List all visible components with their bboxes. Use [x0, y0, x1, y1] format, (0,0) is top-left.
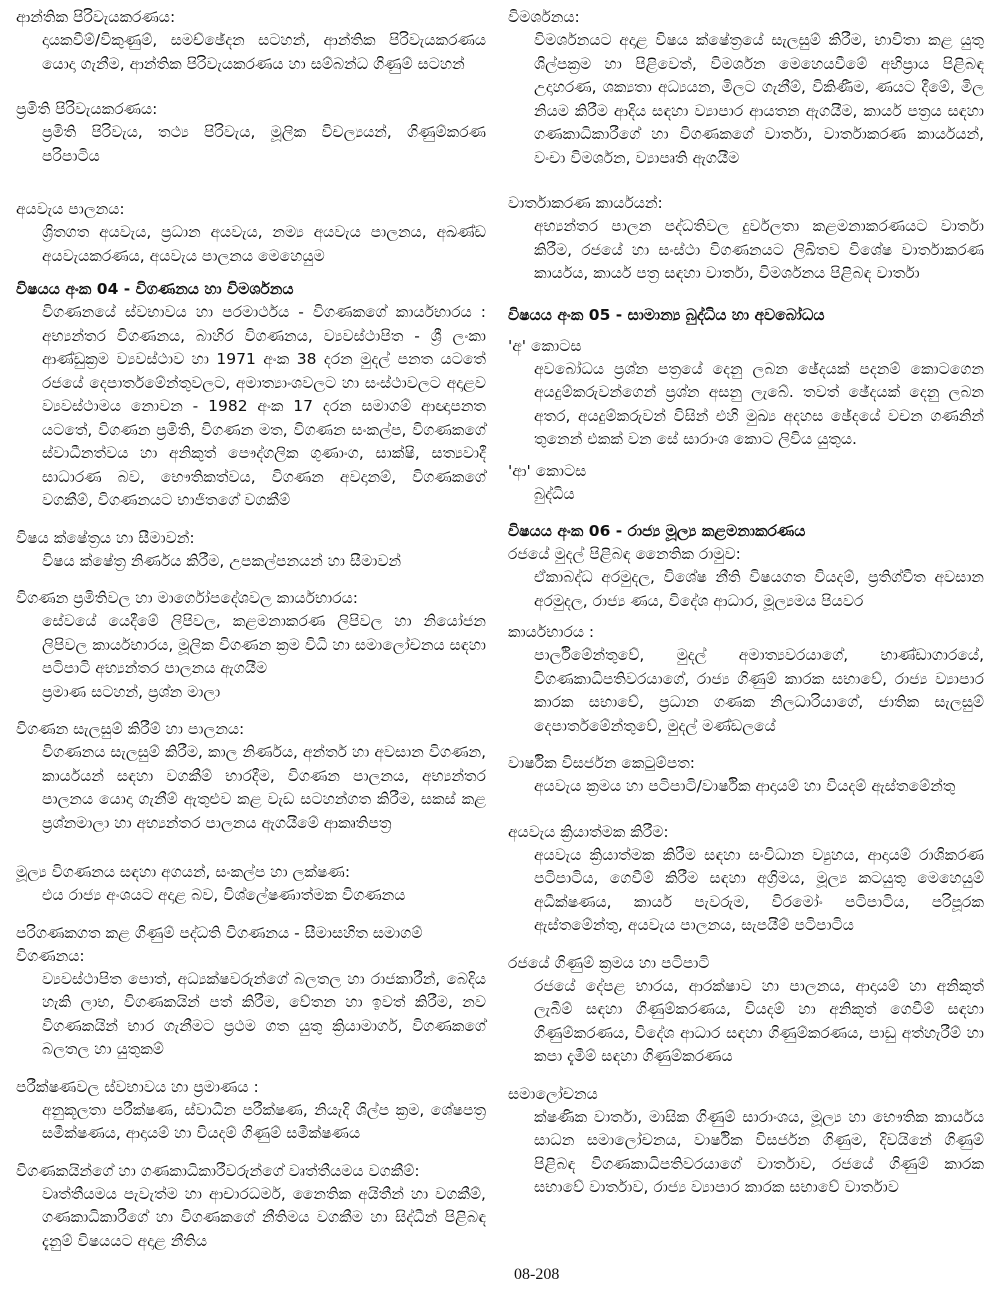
section	[16, 718, 486, 835]
paragraph: අයවැය ක්‍රියාත්මක කිරීම සඳහා සංවිධාන ව්‍යුහය, ආදායම් රාශිකරණ පටිපාටිය, ගෙවීම් කිරීම සඳහා අග්‍රිමය, මූල්‍ය කටයුතු මෙහෙයුම් අධීක්ෂණය, කාර්ය පැවරුම, විරමෝං පටිපාටිය, පරිපූරක ඇස්තමේන්තු, අයවැය පාලනය, සැපයීම් පටිපාටිය	[534, 845, 984, 934]
section-heading: විගණකයින්ගේ හා ගණකාධිකාරීවරුන්ගේ වෘත්තීයමය වගකීම්:	[16, 1161, 420, 1180]
section-body	[42, 1183, 486, 1254]
section	[508, 752, 984, 799]
section-heading: වාර්තාකරණ කාර්යයන්:	[508, 194, 663, 212]
paragraph: විගණනය සැලසුම් කිරීම, කාල නිර්ණය, අන්තර් හා අවසාන විගණන, කාර්යයන් සඳහා වගකීම් භාරදීම, විගණන පාලනය, අභ්‍යන්තර පාලනය යොදා ගැනීම් ඇතුළුව කළ වැඩ සටහන්ගත කිරීම, සකස් කළ ප්‍රශ්නමාලා හා අභ්‍යන්තර පාලනය ඇගයීමේ ආකෘතිපත්‍ර	[42, 743, 486, 832]
paragraph: දායකවීම්/විකුණුම්, සමච්ඡේදන සටහන්, ආන්තික පිරිවැයකරණය යොදා ගැනීම, ආන්තික පිරිවැයකරණය හා සම්බන්ධ ගිණුම් සටහන්	[42, 31, 486, 73]
section	[508, 821, 984, 938]
section	[508, 1083, 984, 1200]
section	[16, 1076, 486, 1146]
section	[508, 6, 984, 170]
section	[16, 1160, 486, 1254]
section-heading: විමර්ශනය:	[508, 8, 580, 26]
section	[16, 861, 486, 908]
paragraph: අනුකූලතා පරීක්ෂණ, ස්වාධීන පරීක්ෂණ, නියැදි ශිල්ප ක්‍රම, ශේෂපත්‍ර සමීක්ෂණය, ආදායම් හා වියදම් ගිණුම් සමීක්ෂණය	[42, 1100, 486, 1142]
section	[16, 278, 486, 513]
section-body	[42, 221, 486, 268]
section-heading: 'අ' කොටස	[508, 336, 582, 355]
paragraph: විගණනයේ ස්වභාවය හා පරමාර්ථය - විගණකගේ කාර්යභාරය : අභ්‍යන්තර විගණනය, බාහිර විගණනය, ව්‍යවස්ථාපිත - ශ්‍රී ලංකා ආණ්ඩුක්‍රම ව්‍යවස්ථාව හා 1971 අංක 38 දරන මුදල් පනත යටතේ රජයේ දෙපාර්තමේන්තුවලට, අමාත්‍යාංශවලට හා සංස්ථාවලට අදාළව ව්‍යවස්ථාමය නොවන - 1982 අංක 17 දරන සමාගම් ආඥාපනත යටතේ, විගණන ප්‍රමිති, විගණන මත, විගණන සංකල්ප, විගණකගේ ස්වාධීනත්වය හා අනිකුත් පෞද්ගලික ගුණාංග, සාක්ෂි, සත්‍යවාදී සාධාරණ බව, භෞතිකත්වය, විගණන අවදානම්, විගණකගේ වගකීම්, විගණනයට භාජිතගේ වගකීම්	[42, 303, 486, 509]
section-heading: විගණන ප්‍රමිතිවල හා මාර්ගෝපදේශවල කාර්යභාරය:	[16, 589, 358, 607]
section	[16, 587, 486, 704]
paragraph: අවබෝධය ප්‍රශ්න පත්‍රයේ දෙනු ලබන ඡේදයක් පදනම් කොටගෙන අයදුම්කරුවන්ගෙන් ප්‍රශ්න අසනු ලැබේ. තවත් ඡේදයක් දෙනු ලබන අතර, අයදුම්කරුවන් විසින් එහි මුඛ්‍ය අදහස ඡේදයේ වචන ගණනින් තුනෙන් එකක් වන සේ සාරාංශ කොට ලිවිය යුතුය.	[534, 359, 984, 448]
section-body	[534, 975, 984, 1069]
section-heading: ආන්තික පිරිවැයකරණය:	[16, 8, 176, 26]
section-body	[42, 884, 486, 908]
section-body	[534, 215, 984, 286]
section-heading: අයවැය පාලනය:	[16, 200, 125, 218]
section-heading: විෂය ක්ෂේත්‍රය හා සීමාවන්:	[16, 528, 195, 547]
paragraph: වෘත්තීයමය පැවැත්ම හා ආචාරධර්ම, නෛතික අයිතීන් හා වගකීම්, ගණකාධිකාරීගේ හා විගණකගේ නීතිමය වගකීම හා සිද්ධීන් පිළිබඳ දැනුම් විෂයයට අදාළ නීතිය	[42, 1184, 486, 1250]
page-number: 08-208	[514, 1266, 560, 1283]
section-heading: විගණන සැලසුම් කිරීම් හා පාලනය:	[16, 720, 245, 738]
section-body	[42, 301, 486, 513]
section	[508, 335, 984, 452]
paragraph: සේවයේ යෙදීමේ ලිපිවල, කළමනාකරණ ලිපිවල හා නියෝජන ලිපිවල කාර්යභාරය, මූලික විගණන ක්‍රම විධි හා සමාලෝචනය සඳහා පටිපාටි අභ්‍යන්තර පාලනය ඇගයීම	[42, 612, 486, 677]
section-heading: මූල්‍ය විගණනය සඳහා අගයන්, සංකල්ප හා ලක්ෂණ:	[16, 863, 351, 881]
section-body	[534, 775, 984, 799]
section	[16, 98, 486, 168]
paragraph: බුද්ධිය	[534, 484, 575, 503]
section-heading: වාර්ෂික විසර්ජන කෙටුම්පත:	[508, 754, 696, 772]
section-heading: 'ආ' කොටස	[508, 461, 587, 480]
paragraph: විෂය ක්ෂේත්‍ර නිර්ණය කිරීම, උපකල්පනයන් හා සීමාවන්	[42, 551, 402, 570]
section	[508, 192, 984, 286]
section-body	[534, 1106, 984, 1200]
left-column	[16, 6, 486, 1267]
section-heading: පරීක්ෂණවල ස්වභාවය හා ප්‍රමාණය :	[16, 1077, 259, 1096]
paragraph: එය රාජ්‍ය අංශයට අදාළ බව, විශ්ලේෂණාත්මක විගණනය	[42, 886, 406, 904]
paragraph: විමර්ශනයට අදාළ විෂය ක්ෂේත්‍රයේ සැලසුම් කිරීම, භාවිතා කළ යුතු ශිල්පක්‍රම හා පිළිවෙත්, විමර්ශන මෙහෙයවීමේ අභිප්‍රාය පිළිබඳ උදාහරණ, ශක්‍යතා අධ්‍යයන, මිලට ගැනීම්, විකිණීම, ණයට දීමේ, මිල නියම කිරීම ආදිය සඳහා ව්‍යාපාර ආයතන ඇගයීම, කාර්ය පත්‍රය සඳහා ගණකාධිකාරීගේ හා විගණකගේ වාර්තා, වාර්තාකරණ කාර්යයන්, වංචා විමර්ශන, ව්‍යාපෘති ඇගයීම	[534, 31, 984, 167]
section	[16, 6, 486, 76]
section	[16, 922, 486, 1062]
section-body	[42, 121, 486, 168]
section-body	[534, 358, 984, 452]
subject-heading: විෂයය අංක 05 - සාමාන්‍ය බුද්ධිය හා අවබෝධය	[508, 305, 825, 324]
paragraph: ව්‍යවස්ථාපිත පොත්, අධ්‍යක්ෂවරුන්ගේ බලතල හා රාජකාරීන්, බෙදිය හැකි ලාභ, විගණකයින් පත් කිරීම, වේතන හා ඉවත් කිරීම, නව විගණකයින් භාර ගැනීමට ප්‍රථම ගත යුතු ක්‍රියාමාර්ග, විගණකගේ බලතල හා යුතුකම්	[42, 969, 486, 1058]
section-heading: රජයේ ගිණුම් ක්‍රමය හා පටිපාටි	[508, 953, 710, 972]
section	[508, 520, 984, 543]
section	[508, 460, 984, 507]
section-heading: අයවැය ක්‍රියාත්මක කිරීම:	[508, 822, 669, 841]
section-body	[42, 741, 486, 835]
right-column	[508, 6, 984, 1214]
section-heading: පරිගණකගත කළ ගිණුම් පද්ධති විගණනය - සීමාසහිත සමාගම් විගණනය:	[16, 923, 423, 965]
section-body	[534, 483, 984, 507]
section-body	[42, 550, 486, 574]
paragraph: ප්‍රමාණ සටහන්, ප්‍රශ්න මාලා	[42, 682, 221, 701]
section-body	[42, 610, 486, 704]
paragraph: ශ්‍රිතගත අයවැය, ප්‍රධාන අයවැය, නම්‍ය අයවැය පාලනය, අඛණ්ඩ අයවැයකරණය, අයවැය පාලනය මෙහෙයුම	[42, 223, 486, 265]
section-body	[42, 1099, 486, 1146]
section	[508, 952, 984, 1069]
subject-heading: විෂයය අංක 06 - රාජ්‍ය මූල්‍ය කළමනාකරණය	[508, 522, 806, 540]
subject-heading: විෂයය අංක 04 - විගණනය හා විමර්ශනය	[16, 280, 294, 298]
section-body	[42, 968, 486, 1062]
section-heading: කාර්යභාරය :	[508, 623, 595, 641]
section-heading: රජයේ මුදල් පිළිබඳ නෛතික රාමුව:	[508, 545, 741, 563]
paragraph: පාර්ලිමේන්තුවේ, මුදල් අමාත්‍යවරයාගේ, භාණ්ඩාගාරයේ, විගණකාධිපතිවරයාගේ, රාජ්‍ය ගිණුම් කාරක සභාවේ, රාජ්‍ය ව්‍යාපාර කාරක සභාවේ, ප්‍රධාන ගණක නිලධාරියාගේ, ජාතික සැලසුම් දෙපාර්තමේන්තුවේ, මුදල් මණ්ඩලයේ	[534, 646, 984, 735]
section-body	[534, 644, 984, 738]
section	[508, 304, 984, 327]
section-heading: සමාලෝචනය	[508, 1084, 598, 1103]
paragraph: ඒකාබද්ධ අරමුදල, විශේෂ නීති විෂයගත වියදම්, ප්‍රතිග්වීත අවසාන අරමුදල, රාජ්‍ය ණය, විදේශ ආධාර, මූල්‍යමය පියවර	[534, 568, 984, 610]
paragraph: අයවැය ක්‍රමය හා පටිපාටි/වාර්ෂික ආදායම් හා වියදම් ඇස්තමේන්තු	[534, 777, 956, 795]
section	[16, 198, 486, 268]
section-body	[42, 29, 486, 76]
paragraph: ක්ෂණික වාර්තා, මාසික ගිණුම් සාරාංශය, මූල්‍ය හා භෞතික කාර්යය සාධන සමාලෝචනය, වාර්ෂික විසර්ජන ගිණුම, දිවයිනේ ගිණුම් පිළිබඳ විගණකාධිපතිවරයාගේ වාර්තාව, රජයේ ගිණුම් කාරක සභාවේ වාර්තාව, රාජ්‍ය ව්‍යාපාර කාරක සභාවේ වාර්තාව	[534, 1107, 984, 1196]
paragraph: රජයේ දේපළ භාරය, ආරක්ෂාව හා පාලනය, ආදායම් හා අනිකුත් ලැබීම් සඳහා ගිණුම්කරණය, වියදම් හා අනිකුත් ගෙවීම් සඳහා ගිණුම්කරණය, විදේශ ආධාර සඳහා ගිණුම්කරණය, පාඩු අත්හැරීම් හා කපා දැමීම් සඳහා ගිණුම්කරණය	[534, 976, 984, 1065]
section	[508, 621, 984, 738]
paragraph: අභ්‍යන්තර පාලන පද්ධතිවල දුර්වලතා කළමනාකරණයට වාර්තා කිරීම, රජයේ හා සංස්ථා විගණනයට ලිඛිතව විශේෂ වාර්තාකරණ කාර්යය, කාර්ය පත්‍ර සඳහා වාර්තා, විමර්ශනය පිළිබඳ වාර්තා	[534, 217, 984, 282]
section-body	[534, 29, 984, 170]
section-heading: ප්‍රමිති පිරිවැයකරණය:	[16, 100, 158, 118]
section	[508, 543, 984, 613]
section	[16, 527, 486, 574]
paragraph: ප්‍රමිති පිරිවැය, තථ්‍ය පිරිවැය, මූලික විචල්‍යයන්, ගිණුම්කරණ පරිපාටිය	[42, 123, 486, 165]
section-body	[534, 844, 984, 938]
section-body	[534, 566, 984, 613]
